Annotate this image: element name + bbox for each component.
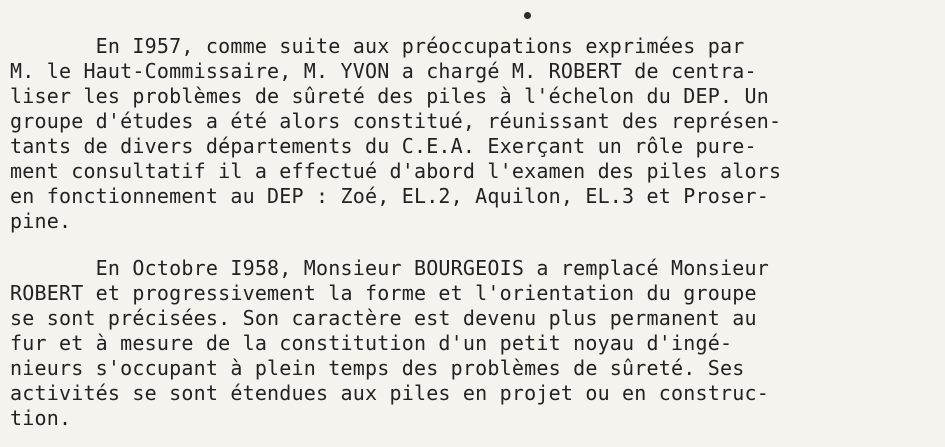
text-line: activités se sont étendues aux piles en projet ou en construc- (10, 381, 769, 405)
text-line: tion. (10, 406, 72, 430)
text-line: tants de divers départements du C.E.A. Exerçant un rôle pure- (10, 134, 757, 158)
text-line: pine. (10, 209, 72, 233)
text-line: ROBERT et progressivement la forme et l'orientation du groupe (10, 281, 757, 305)
text-line: groupe d'études a été alors constitué, réunissant des représen- (10, 109, 782, 133)
text-line: en fonctionnement au DEP : Zoé, EL.2, Aquilon, EL.3 et Proser- (10, 184, 769, 208)
ink-dot-mark (524, 12, 531, 19)
text-line: En I957, comme suite aux préoccupations exprimées par (10, 34, 745, 58)
text-line: ment consultatif il a effectué d'abord l'examen des piles alors (10, 159, 782, 183)
text-line: fur et à mesure de la constitution d'un petit noyau d'ingé- (10, 331, 733, 355)
text-line: liser les problèmes de sûreté des piles à l'échelon du DEP. Un (10, 84, 769, 108)
text-line: En Octobre I958, Monsieur BOURGEOIS a remplacé Monsieur (10, 256, 769, 280)
text-line: M. le Haut-Commissaire, M. YVON a chargé M. ROBERT de centra- (10, 59, 757, 83)
text-line: se sont précisées. Son caractère est devenu plus permanent au (10, 306, 757, 330)
text-line: nieurs s'occupant à plein temps des problèmes de sûreté. Ses (10, 356, 745, 380)
